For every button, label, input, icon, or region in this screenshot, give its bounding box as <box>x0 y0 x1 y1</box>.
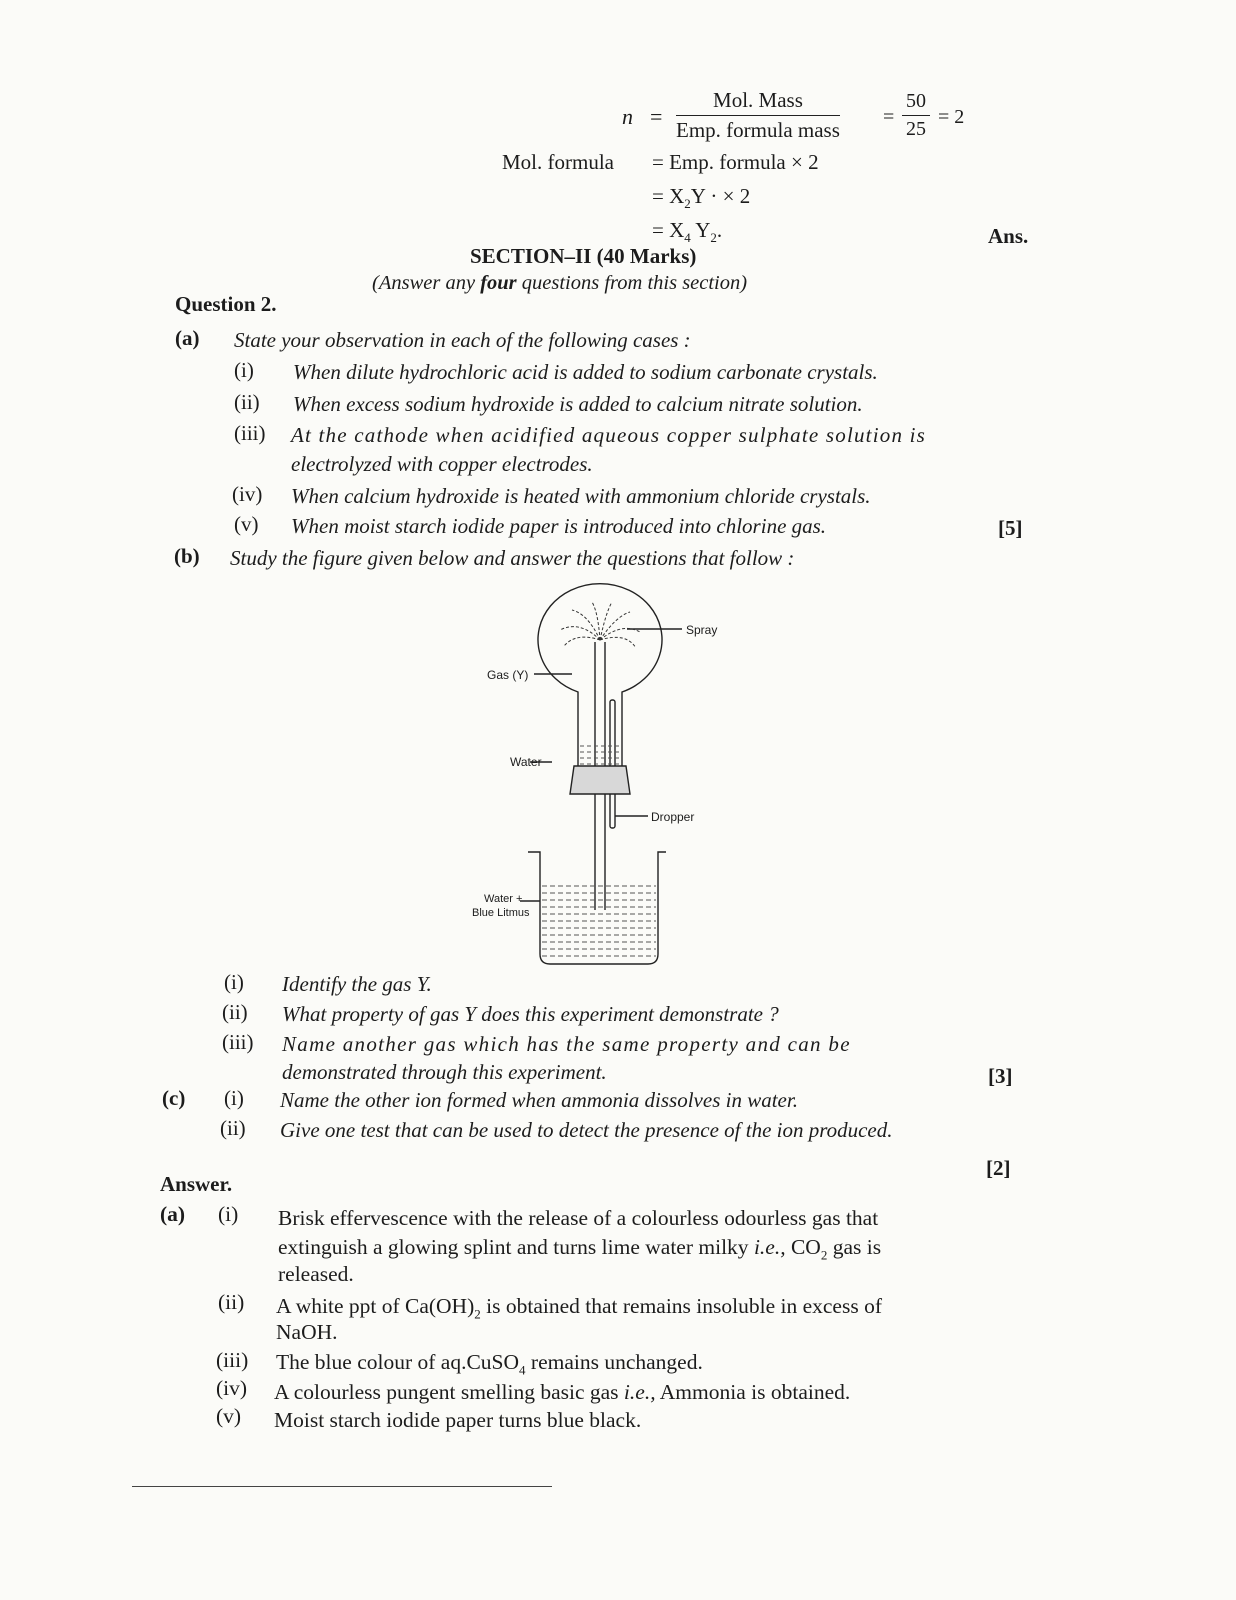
item-number: (ii) <box>218 1290 245 1314</box>
subscript: 2 <box>710 230 717 246</box>
spray-jets <box>560 602 640 648</box>
label-water: Water <box>510 755 542 769</box>
marks-badge: [5] <box>998 516 1023 540</box>
fraction-numerator: 50 <box>902 90 930 116</box>
item-number: (v) <box>234 512 259 536</box>
item-number: (v) <box>216 1404 242 1428</box>
item-number: (ii) <box>234 390 260 414</box>
marks-badge: [3] <box>988 1064 1013 1088</box>
bottom-divider <box>132 1486 552 1487</box>
answer-part: extinguish a glowing splint and turns lime water milky <box>278 1235 754 1259</box>
numeric-fraction <box>902 90 930 141</box>
question-item: When calcium hydroxide is heated with ammonium chloride crystals. <box>291 484 871 508</box>
item-number: (ii) <box>222 1000 248 1024</box>
question-item: When excess sodium hydroxide is added to calcium nitrate solution. <box>293 392 863 416</box>
answer-line: NaOH. <box>276 1320 338 1344</box>
formula-part: Y <box>690 218 711 242</box>
answer-part: Ammonia is obtained. <box>655 1380 851 1404</box>
formula-part: . <box>716 218 723 242</box>
item-number: (i) <box>234 358 254 382</box>
subscript: 4 <box>684 230 691 246</box>
answer-line: released. <box>278 1262 354 1286</box>
question-item: Name another gas which has the same property and can be <box>282 1032 851 1056</box>
formula-part: = X <box>652 218 685 242</box>
fraction-denominator: 25 <box>906 118 926 140</box>
label-blue-litmus: Blue Litmus <box>472 907 530 919</box>
question-heading: Question 2. <box>175 292 277 316</box>
n-symbol: n <box>622 104 633 129</box>
subscript: 2 <box>684 196 691 212</box>
result-value: = 2 <box>938 106 965 128</box>
answer-part: A colourless pungent smelling basic gas <box>274 1380 624 1404</box>
instr-bold: four <box>480 272 517 294</box>
part-b-text: Study the figure given below and answer the questions that follow : <box>230 546 795 570</box>
part-a-label: (a) <box>175 326 200 350</box>
answer-heading: Answer. <box>160 1172 233 1196</box>
question-item: Identify the gas Y. <box>282 972 432 996</box>
mol-mass-fraction <box>676 88 840 143</box>
item-number: (i) <box>224 970 244 994</box>
answer-line <box>276 1350 703 1378</box>
item-number: (i) <box>218 1202 239 1226</box>
subscript: 2 <box>474 1306 481 1322</box>
section-title: SECTION–II (40 Marks) <box>470 244 697 268</box>
question-item: Give one test that can be used to detect the presence of the ion produced. <box>280 1118 893 1142</box>
fraction-numerator: Mol. Mass <box>676 88 840 116</box>
part-b-label: (b) <box>174 544 200 568</box>
answer-italic: i.e., <box>753 1235 786 1259</box>
beaker <box>528 852 666 964</box>
item-number: (i) <box>224 1086 244 1110</box>
part-a-text: State your observation in each of the following cases : <box>234 328 691 352</box>
formula-line-x2y <box>652 184 750 212</box>
answer-part: is obtained that remains insoluble in excess of <box>480 1294 882 1318</box>
answer-part: The blue colour of aq.CuSO <box>276 1350 520 1374</box>
label-water-plus: Water + <box>484 893 523 905</box>
item-number: (iii) <box>222 1030 254 1054</box>
section-instructions <box>372 272 747 295</box>
question-item: At the cathode when acidified aqueous copper sulphate solution is <box>291 423 927 447</box>
flask-outline <box>538 584 662 774</box>
item-number: (iii) <box>234 421 266 445</box>
subscript: 2 <box>820 1247 828 1263</box>
answer-part: CO <box>785 1235 821 1259</box>
item-number: (iv) <box>232 482 263 506</box>
ans-tag: Ans. <box>988 224 1029 248</box>
equals-sign: = <box>650 104 663 129</box>
question-item-continued: electrolyzed with copper electrodes. <box>291 452 593 476</box>
marks-badge: [2] <box>986 1156 1011 1180</box>
equals-sign: = <box>883 106 895 128</box>
question-item: Name the other ion formed when ammonia dissolves in water. <box>280 1088 798 1112</box>
question-item-continued: demonstrated through this experiment. <box>282 1060 607 1084</box>
question-item: When dilute hydrochloric acid is added to sodium carbonate crystals. <box>293 360 878 384</box>
answer-part-a-label: (a) <box>160 1202 186 1226</box>
question-item: When moist starch iodide paper is introduced into chlorine gas. <box>291 514 827 538</box>
rubber-stopper <box>570 766 630 794</box>
answer-part: A white ppt of Ca(OH) <box>276 1294 475 1318</box>
answer-line <box>274 1380 850 1405</box>
item-number: (ii) <box>220 1116 246 1140</box>
formula-part: = X <box>652 184 685 208</box>
subscript: 4 <box>519 1362 526 1378</box>
mol-formula-expression: = Emp. formula × 2 <box>652 150 819 174</box>
label-dropper: Dropper <box>651 810 695 824</box>
beaker-liquid <box>542 886 656 956</box>
question-item: What property of gas Y does this experiment demonstrate ? <box>282 1002 779 1026</box>
fountain-experiment-diagram <box>460 580 760 980</box>
instr-part: (Answer any <box>372 272 481 294</box>
formula-part: Y · × 2 <box>690 184 751 208</box>
label-spray: Spray <box>686 623 718 637</box>
answer-italic: i.e., <box>623 1380 656 1404</box>
item-number: (iii) <box>216 1348 249 1372</box>
answer-line <box>276 1294 882 1322</box>
part-c-label: (c) <box>162 1086 186 1110</box>
answer-line <box>278 1235 881 1263</box>
answer-line: Moist starch iodide paper turns blue black. <box>274 1408 642 1432</box>
answer-part: remains unchanged. <box>525 1350 703 1374</box>
answer-part: gas is <box>827 1235 882 1259</box>
fraction-denominator: Emp. formula mass <box>676 118 840 142</box>
formula-line-x4y2 <box>652 218 722 246</box>
label-gas-y: Gas (Y) <box>487 668 529 682</box>
mol-formula-label: Mol. formula <box>502 150 614 174</box>
instr-part: questions from this section) <box>516 272 748 294</box>
item-number: (iv) <box>216 1376 248 1400</box>
answer-line: Brisk effervescence with the release of a colourless odourless gas that <box>278 1206 879 1230</box>
